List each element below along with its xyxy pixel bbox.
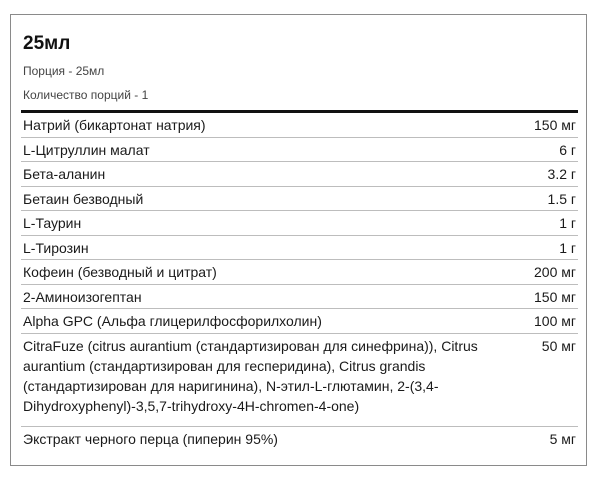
- table-row: [21, 236, 578, 261]
- nutrition-panel: [10, 14, 587, 466]
- ingredient-name: L-Тирозин: [23, 239, 89, 256]
- ingredient-name: Кофеин (безводный и цитрат): [23, 264, 217, 280]
- serving-size: Порция - 25мл: [23, 64, 105, 78]
- table-row: [21, 187, 578, 212]
- ingredient-name: Натрий (бикартонат натрия): [23, 117, 206, 133]
- ingredient-name: L-Цитруллин малат: [23, 141, 150, 158]
- ingredient-table: [21, 113, 578, 452]
- ingredient-amount: 100 мг: [534, 313, 576, 329]
- table-row: [21, 334, 578, 427]
- ingredient-amount: 6 г: [559, 141, 576, 158]
- ingredient-name: Бета-аланин: [23, 166, 106, 182]
- ingredient-name: 2-Аминоизогептан: [23, 288, 142, 305]
- table-row: [21, 211, 578, 236]
- ingredient-amount: 1 г: [559, 215, 576, 231]
- ingredient-amount: 150 мг: [534, 117, 576, 133]
- ingredient-name: Alpha GPC (Альфа глицерилфосфорилхолин): [23, 313, 322, 329]
- table-row: [21, 427, 578, 452]
- table-row: [21, 285, 578, 310]
- ingredient-amount: 1 г: [559, 239, 576, 256]
- table-row: [21, 113, 578, 138]
- page-title: 25мл: [23, 33, 71, 54]
- ingredient-amount: 5 мг: [549, 430, 576, 447]
- ingredient-amount: 200 мг: [534, 264, 576, 280]
- ingredient-name: Бетаин безводный: [23, 190, 144, 207]
- ingredient-amount: 3.2 г: [547, 166, 576, 182]
- ingredient-amount: 50 мг: [541, 337, 576, 354]
- ingredient-name: L-Таурин: [23, 215, 82, 231]
- table-row: [21, 162, 578, 187]
- table-row: [21, 260, 578, 285]
- ingredient-name: CitraFuze (citrus aurantium (стандартизирован для синефрина)), Citrus aurantium (стандартизирован для гесперидина), Citrus grandis (стандартизирован для наригинина), N-этил-L-глютамин, 2-(3,4-Dihydroxyphenyl)-3,5,7-trihydroxy-4H-chromen-4-one): [23, 337, 478, 414]
- table-row: [21, 138, 578, 163]
- table-row: [21, 309, 578, 334]
- servings-count: Количество порций - 1: [23, 88, 149, 102]
- ingredient-amount: 1.5 г: [547, 190, 576, 207]
- ingredient-name: Экстракт черного перца (пиперин 95%): [23, 430, 278, 447]
- ingredient-amount: 150 мг: [534, 288, 576, 305]
